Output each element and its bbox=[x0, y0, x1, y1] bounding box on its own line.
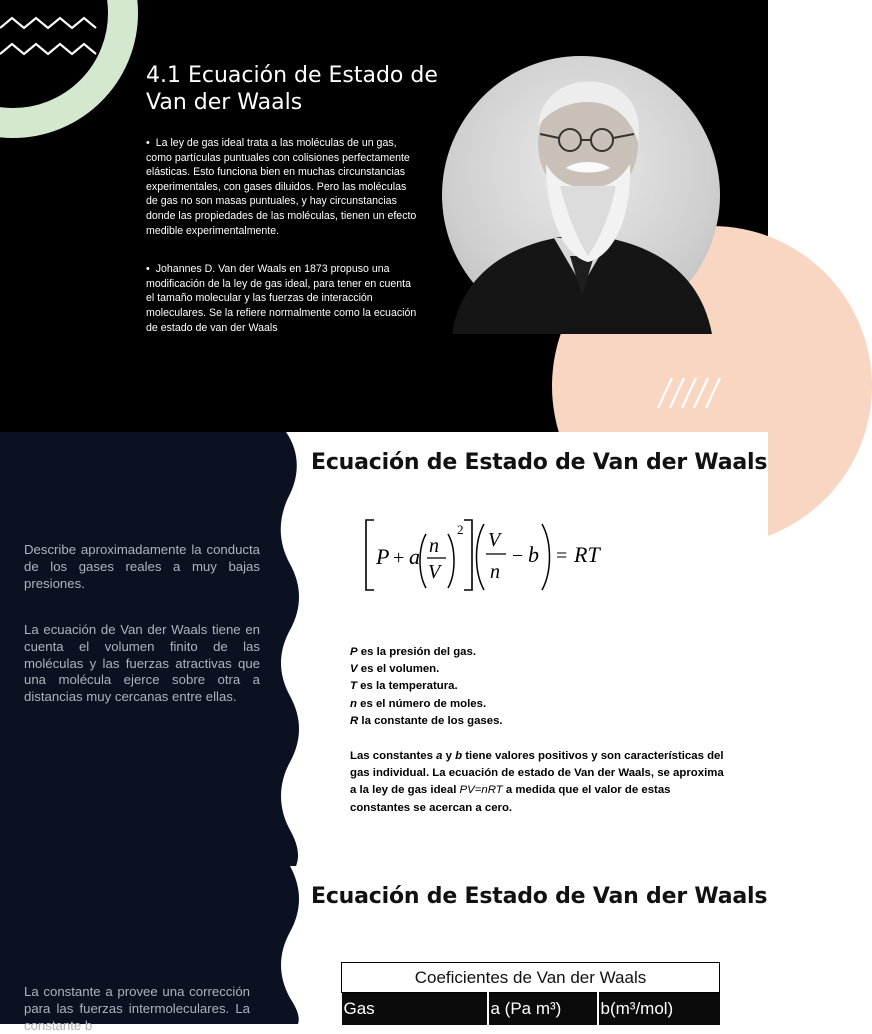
coefficients-table bbox=[341, 962, 720, 1025]
definition-row bbox=[350, 696, 730, 713]
bullet-item bbox=[146, 262, 418, 335]
side-paragraph: La ecuación de Van der Waals tiene en cuenta el volumen finito de las moléculas y las fuerzas atractivas que una molécula ejerce sobre otra a distancias muy cercanas entre ellas. bbox=[24, 622, 260, 705]
table-caption: Coeficientes de Van der Waals bbox=[342, 963, 720, 993]
slide-intro bbox=[0, 0, 768, 432]
table-header-row bbox=[342, 993, 720, 1025]
portrait-photo bbox=[442, 56, 720, 334]
definition-row bbox=[350, 713, 730, 730]
stripes-decoration bbox=[656, 376, 726, 410]
intro-bullet-list bbox=[146, 136, 418, 359]
van-der-waals-equation bbox=[360, 512, 610, 596]
eq-plus: + bbox=[393, 547, 405, 569]
def-text: la constante de los gases. bbox=[358, 714, 503, 727]
def-symbol: V bbox=[350, 663, 358, 676]
slide-equation bbox=[0, 432, 768, 866]
eq-symbol-v: V bbox=[488, 529, 501, 551]
ideal-gas-formula: PV=nRT bbox=[459, 784, 503, 797]
def-text: es la temperatura. bbox=[356, 680, 458, 693]
note-text: Las constantes bbox=[350, 750, 437, 762]
eq-symbol-a: a bbox=[409, 544, 420, 569]
constants-note bbox=[350, 748, 730, 817]
def-symbol: T bbox=[350, 680, 357, 693]
slide-coefficients bbox=[0, 866, 768, 1033]
def-text: es el volumen. bbox=[357, 663, 440, 676]
def-symbol: P bbox=[350, 646, 358, 658]
column-header-a: a (Pa m³) bbox=[488, 993, 598, 1025]
note-symbol-a: a bbox=[436, 750, 443, 762]
slide-title: Ecuación de Estado de Van der Waals bbox=[311, 884, 768, 909]
definition-row bbox=[350, 661, 730, 678]
column-header-b: b(m³/mol) bbox=[598, 993, 720, 1025]
eq-exponent: 2 bbox=[457, 522, 464, 537]
eq-symbol-v: V bbox=[428, 561, 441, 583]
eq-equals: = bbox=[556, 545, 568, 567]
def-symbol: n bbox=[350, 697, 357, 710]
eq-symbol-p: P bbox=[376, 544, 390, 569]
note-text: y bbox=[442, 750, 456, 762]
eq-symbol-n: n bbox=[429, 535, 439, 557]
note-text: a medida que el valor de estas constantes se acercan a cero. bbox=[350, 784, 671, 814]
eq-minus: − bbox=[512, 545, 524, 567]
variable-definitions bbox=[350, 644, 730, 730]
slide-title: 4.1 Ecuación de Estado de Van der Waals bbox=[146, 63, 438, 115]
side-paragraph: Describe aproximadamente la conducta de los gases reales a muy bajas presiones. bbox=[24, 542, 260, 591]
bullet-text: Johannes D. Van der Waals en 1873 propuso una modificación de la ley de gas ideal, para tener en cuenta el tamaño molecular y las fuerzas de interacción moleculares. Se la refiere normalmente como la ecuación de estado de van der Waals bbox=[146, 263, 417, 334]
bullet-dot-icon: • bbox=[146, 263, 150, 276]
column-header-gas: Gas bbox=[342, 993, 488, 1025]
bullet-dot-icon: • bbox=[146, 137, 150, 149]
def-text: es la presión del gas. bbox=[357, 646, 476, 658]
definition-row bbox=[350, 678, 730, 695]
note-text: tiene valores positivos y son características del gas individual. La ecuación de estado de Van der Waals, se aproxima a la ley de gas ideal bbox=[350, 750, 724, 797]
definition-row bbox=[350, 644, 730, 661]
bullet-text: La ley de gas ideal trata a las moléculas de un gas, como partículas puntuales con colisiones perfectamente elásticas. Esto funciona bien en muchas circunstancias experimentales, con gases diluidos. Pero las moléculas de gas no son masas puntuales, y hay circunstancias donde las propiedades de las moléculas, tienen un efecto medible experimentalmente. bbox=[146, 137, 417, 237]
note-symbol-b: b bbox=[455, 750, 463, 762]
side-paragraph: La constante a provee una corrección para las fuerzas intermoleculares. La constante b bbox=[24, 984, 250, 1033]
bullet-item bbox=[146, 136, 418, 238]
def-text: es el número de moles. bbox=[356, 697, 487, 710]
eq-symbol-n: n bbox=[490, 561, 500, 583]
def-symbol: R bbox=[350, 714, 359, 727]
slide-title: Ecuación de Estado de Van der Waals bbox=[311, 450, 768, 475]
zigzag-decoration bbox=[0, 14, 110, 66]
eq-symbol-rt: RT bbox=[574, 542, 600, 567]
eq-symbol-b: b bbox=[528, 542, 539, 567]
